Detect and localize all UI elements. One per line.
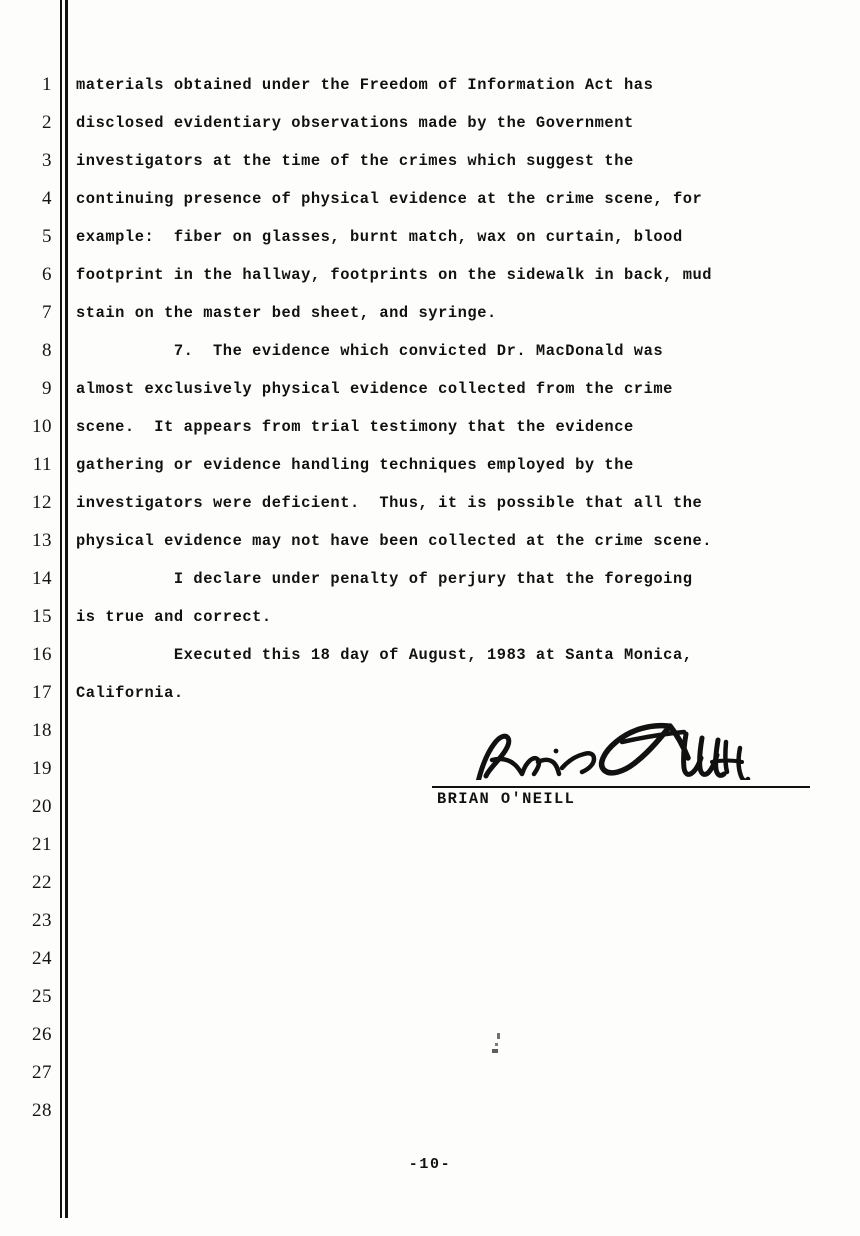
document-line: California. (76, 684, 184, 702)
line-number: 18 (32, 720, 52, 741)
line-number: 27 (32, 1062, 52, 1083)
line-number: 12 (32, 492, 52, 513)
document-line: is true and correct. (76, 608, 272, 626)
scan-artifact-speck (488, 1032, 506, 1058)
line-number: 26 (32, 1024, 52, 1045)
line-number: 13 (32, 530, 52, 551)
document-line (76, 902, 850, 940)
document-line (76, 826, 850, 864)
document-line: investigators at the time of the crimes which suggest the (76, 152, 634, 170)
line-number: 16 (32, 644, 52, 665)
line-number: 20 (32, 796, 52, 817)
document-line (76, 1092, 850, 1130)
line-number: 14 (32, 568, 52, 589)
line-number: 19 (32, 758, 52, 779)
line-number-column (0, 66, 52, 1130)
document-line: disclosed evidentiary observations made by the Government (76, 114, 634, 132)
document-line (76, 1054, 850, 1092)
line-number: 28 (32, 1100, 52, 1121)
document-line: footprint in the hallway, footprints on the sidewalk in back, mud (76, 266, 713, 284)
line-number: 8 (42, 340, 52, 361)
document-line: example: fiber on glasses, burnt match, wax on curtain, blood (76, 228, 683, 246)
signature-line (432, 786, 810, 788)
document-line: investigators were deficient. Thus, it is possible that all the (76, 494, 703, 512)
margin-rule-thin (60, 0, 62, 1218)
line-number: 24 (32, 948, 52, 969)
line-number: 9 (42, 378, 52, 399)
line-number: 1 (42, 74, 52, 95)
line-number: 21 (32, 834, 52, 855)
line-number: 4 (42, 188, 52, 209)
document-line (76, 1016, 850, 1054)
document-line: I declare under penalty of perjury that the foregoing (76, 570, 693, 588)
document-line: almost exclusively physical evidence collected from the crime (76, 380, 673, 398)
document-line: 7. The evidence which convicted Dr. MacDonald was (76, 342, 664, 360)
document-line (76, 864, 850, 902)
document-body-text (76, 66, 850, 1130)
line-number: 2 (42, 112, 52, 133)
document-line: Executed this 18 day of August, 1983 at Santa Monica, (76, 646, 693, 664)
line-number: 3 (42, 150, 52, 171)
handwritten-signature-icon (472, 718, 762, 780)
line-number: 7 (42, 302, 52, 323)
line-number: 23 (32, 910, 52, 931)
line-number: 10 (32, 416, 52, 437)
document-line: continuing presence of physical evidence at the crime scene, for (76, 190, 703, 208)
line-number: 11 (32, 454, 52, 475)
line-number: 5 (42, 226, 52, 247)
document-line: stain on the master bed sheet, and syringe. (76, 304, 497, 322)
margin-rule-thick (65, 0, 68, 1218)
document-line: scene. It appears from trial testimony that the evidence (76, 418, 634, 436)
document-line (76, 978, 850, 1016)
line-number: 22 (32, 872, 52, 893)
line-number: 17 (32, 682, 52, 703)
document-line: gathering or evidence handling techniques employed by the (76, 456, 634, 474)
page-number: -10- (408, 1156, 452, 1173)
line-number: 6 (42, 264, 52, 285)
document-line: materials obtained under the Freedom of Information Act has (76, 76, 654, 94)
document-line (76, 940, 850, 978)
document-line: physical evidence may not have been collected at the crime scene. (76, 532, 713, 550)
line-number: 15 (32, 606, 52, 627)
line-number: 25 (32, 986, 52, 1007)
signature-printed-name: BRIAN O'NEILL (437, 790, 576, 808)
